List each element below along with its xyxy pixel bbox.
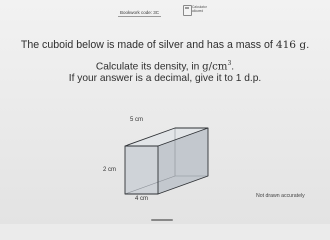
depth-label: 5 cm: [130, 117, 144, 123]
question-line-3: If your answer is a decimal, give it to 1 d.p.: [68, 73, 262, 84]
density-unit: g/cm: [202, 61, 228, 73]
width-label: 4 cm: [135, 196, 149, 202]
page-indicator: [151, 219, 173, 221]
density-unit-exponent: 3: [227, 60, 232, 67]
question-line-1-end: .: [306, 39, 310, 51]
height-label: 2 cm: [103, 167, 117, 173]
question-line-1-text: The cuboid below is made of silver and has a mass of: [20, 39, 276, 51]
calculator-allowed-label: allowed: [192, 9, 204, 14]
calculator-label: Calculator: [192, 5, 207, 9]
bookwork-code: Bookwork code: 3C: [120, 10, 160, 15]
not-drawn-accurately-note: Not drawn accurately: [256, 193, 305, 199]
question-line-2-text: Calculate its density, in: [95, 61, 203, 73]
mass-value: 416 g: [275, 39, 307, 51]
question-line-2-end: .: [231, 61, 235, 73]
cuboid-front-face: [125, 146, 158, 194]
